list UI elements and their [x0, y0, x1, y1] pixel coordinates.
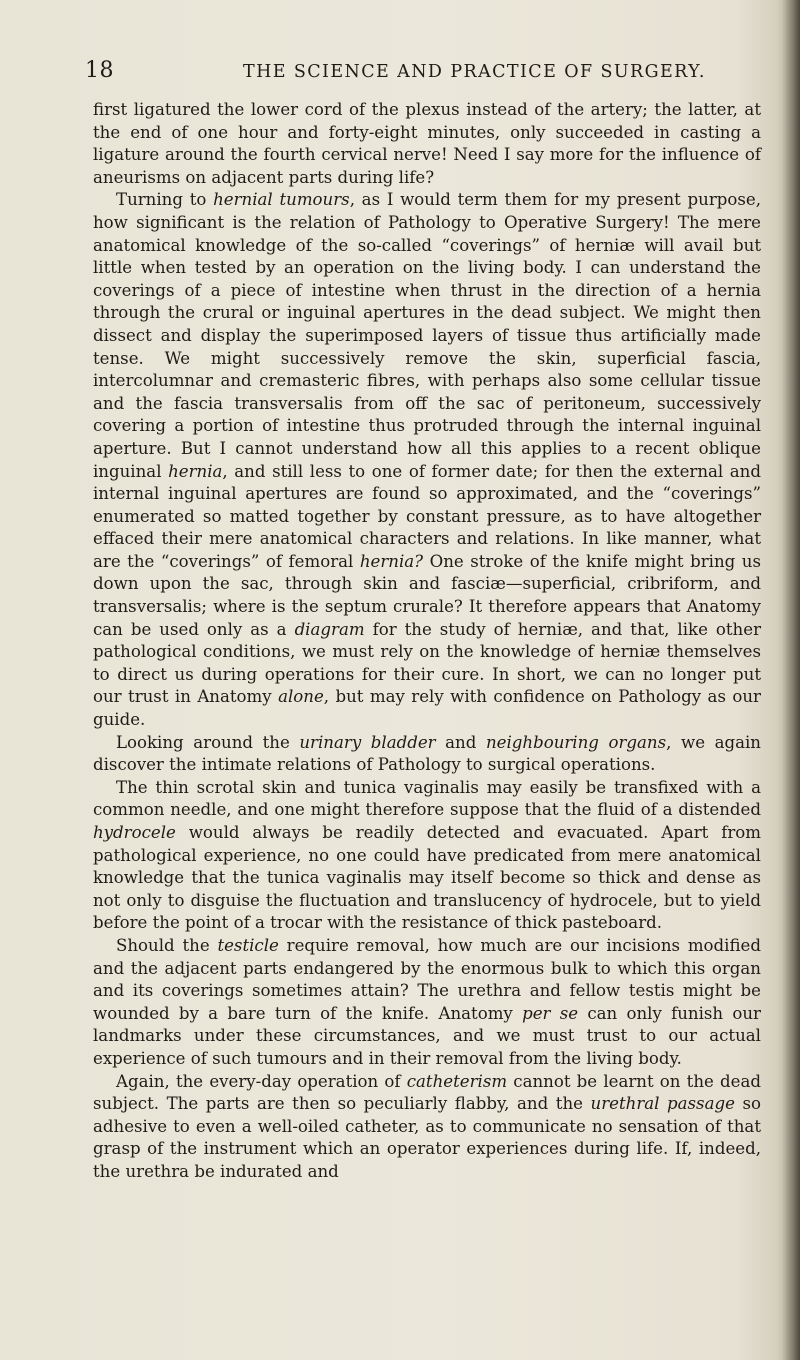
italic-term: hydrocele — [93, 823, 176, 842]
italic-term: hernia? — [359, 551, 424, 571]
page-header — [85, 58, 760, 86]
text-run: , but may rely with confidence on Pathology as our guide. — [93, 687, 761, 730]
italic-term: per se — [522, 1003, 579, 1023]
paragraph-3 — [93, 732, 761, 777]
text-run: cannot be learnt on the dead subject. The parts are then so peculiarly flabby, and the — [93, 1071, 761, 1114]
text-run: first ligatured the lower cord of the plexus instead of the artery; the latter, at the end of one hour and forty-eight minutes, only succeeded in casting a ligature around the fourth cervical nerve! Need I say more for the influence of aneurisms on adjacent parts during life? — [93, 100, 761, 187]
paragraph-2 — [93, 189, 761, 731]
paragraph-1 — [93, 99, 761, 189]
text-run: would always be readily detected and evacuated. Apart from pathological experience, no one could have predicated from mere anatomical knowledge that the tunica vaginalis may itself become so thick and dense as not only to disguise the fluctuation and translucency of hydrocele, but to yield before the point of a trocar with the resistance of thick pasteboard. — [93, 823, 761, 933]
text-run: for the study of herniæ, and that, like other pathological conditions, we must rely on the knowledge of herniæ themselves to direct us during operations for their cure. In short, we can no longer put our trust in Anatomy — [93, 619, 761, 707]
text-run: , and still less to one of former date; for then the external and internal inguinal apertures are found so approximated, and the “coverings” enumerated so matted together by constant pressure, as to have altogether effaced their mere anatomical characters and relations. In like manner, what are the “coverings” of femoral — [93, 461, 761, 571]
text-run: The thin scrotal skin and tunica vaginalis may easily be transfixed with a common needle, and one might therefore suppose that the fluid of a distended — [93, 777, 761, 820]
italic-term: urinary bladder — [299, 732, 436, 752]
italic-term: hernia — [168, 461, 223, 481]
text-run: Should the — [116, 935, 218, 955]
body-text — [93, 99, 761, 1184]
text-run: Turning to — [116, 190, 214, 210]
paragraph-5 — [93, 935, 761, 1071]
italic-term: catheterism — [406, 1071, 508, 1091]
text-run: and — [435, 732, 486, 752]
italic-term: testicle — [217, 935, 279, 955]
italic-term: neighbouring organs — [485, 732, 667, 752]
running-title: THE SCIENCE AND PRACTICE OF SURGERY. — [243, 62, 706, 82]
text-run: , as I would term them for my present purpose, how significant is the relation of Pathology to Operative Surgery! The mere anatomical knowledge of the so-called “coverings” of herniæ will avail but little when tested by an operation on the living body. I can understand the coverings of a piece of intestine when thrust in the direction of a hernia through the crural or inguinal apertures in the dead subject. We might then dissect and display the superimposed layers of tissue thus artificially made tense. We might successively remove the skin, superficial fascia, intercolumnar and cremasteric fibres, with perhaps also some cellular tissue and the fascia transversalis from off the sac of peritoneum, successively covering a portion of intestine thus protruded through the internal inguinal aperture. But I cannot understand how all this applies to a recent oblique inguinal — [93, 190, 762, 481]
paragraph-4 — [93, 777, 761, 935]
text-run: can only funish our landmarks under these circumstances, and we must trust to our actual experience of such tumours and in their removal from the living body. — [93, 1003, 761, 1068]
italic-term: urethral passage — [590, 1094, 735, 1114]
paragraph-6 — [93, 1071, 761, 1184]
italic-term: alone — [278, 687, 324, 707]
text-run: Again, the every-day operation of — [116, 1071, 407, 1091]
italic-term: hernial tumours — [213, 190, 350, 210]
text-run: One stroke of the knife might bring us down upon the sac, through skin and fasciæ—superficial, cribriform, and transversalis; where is the septum crurale? It therefore appears that Anatomy can be used only as a — [93, 551, 761, 639]
text-run: require removal, how much are our incisions modified and the adjacent parts endangered by the enormous bulk to which this organ and its coverings sometimes attain? The urethra and fellow testis might be wounded by a bare turn of the knife. Anatomy — [93, 935, 761, 1023]
italic-term: diagram — [294, 619, 365, 639]
text-run: Looking around the — [116, 732, 300, 752]
text-run: so adhesive to even a well-oiled catheter, as to communicate no sensation of that grasp of the instrument which an operator experiences during life. If, indeed, the urethra be indurated and — [93, 1094, 761, 1181]
page-edge-shadow — [782, 0, 800, 1360]
text-run: , we again discover the intimate relations of Pathology to surgical operations. — [93, 732, 761, 775]
page-number: 18 — [85, 58, 114, 83]
